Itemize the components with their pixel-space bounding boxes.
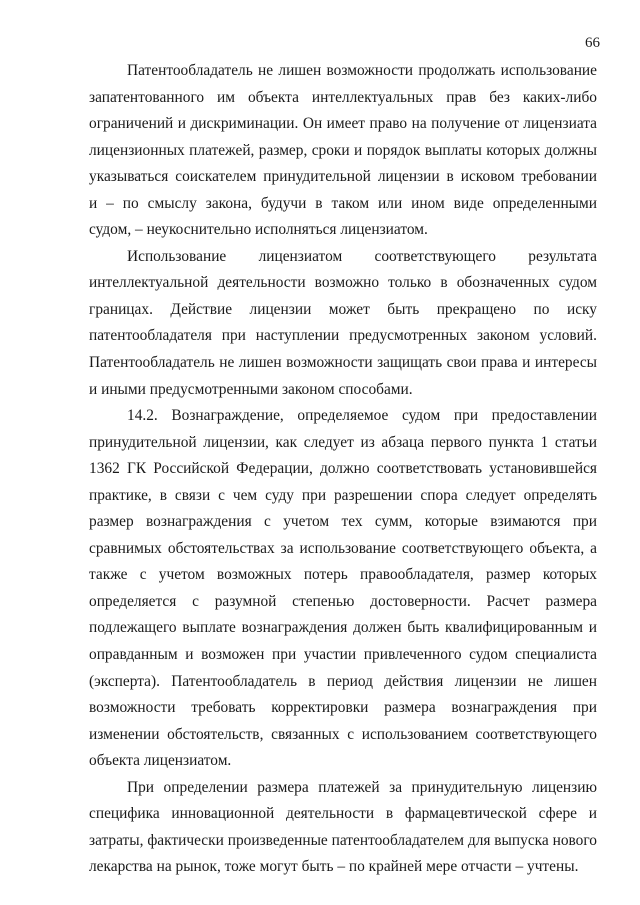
text-line: специфика инновационной деятельности в фармацевтической сфере и [89,805,597,823]
text-line: Использование лицензиатом соответствующего результата [127,247,597,265]
text-line: ограничений и дискриминации. Он имеет право на получение от лицензиата [89,115,597,133]
text-line: и – по смыслу закона, будучи в таком или ином виде определенными [89,194,597,212]
text-line: размер вознаграждения с учетом тех сумм, которые взимаются при [89,513,597,531]
text-line: объекта лицензиатом. [89,752,232,770]
text-line: лекарства на рынок, тоже могут быть – по крайней мере отчасти – учтены. [89,858,579,876]
text-line: возможности требовать корректировки размера вознаграждения при [89,699,597,717]
text-line: сравнимых обстоятельствах за использование соответствующего объекта, а [89,539,597,557]
text-line: 1362 ГК Российской Федерации, должно соответствовать установившейся [89,460,597,478]
text-line: подлежащего выплате вознаграждения должен быть квалифицированным и [89,619,597,637]
text-line: (эксперта). Патентообладатель в период действия лицензии не лишен [89,672,597,690]
text-line: патентообладателя при наступлении предусмотренных законом условий. [89,327,597,345]
text-line: и иными предусмотренными законом способами. [89,380,413,398]
text-line: При определении размера платежей за принудительную лицензию [127,778,597,796]
body-text [89,58,597,881]
text-line: Патентообладатель не лишен возможности защищать свои права и интересы [89,354,597,372]
paragraph [89,775,597,881]
paragraph [89,403,597,775]
text-line: Патентообладатель не лишен возможности продолжать использование [127,62,597,79]
text-line: судом, – неукоснительно исполняться лицензиатом. [89,221,428,239]
text-line: оправданным и возможен при участии привлеченного судом специалиста [89,646,597,664]
paragraph [89,244,597,403]
text-line: также с учетом возможных потерь правообладателя, размер которых [89,566,597,584]
text-line: интеллектуальной деятельности возможно только в обозначенных судом [89,274,597,292]
text-line: лицензионных платежей, размер, сроки и порядок выплаты которых должны [89,141,597,159]
text-line: указываться соискателем принудительной лицензии в исковом требовании [89,168,597,186]
text-line: 14.2. Вознаграждение, определяемое судом при предоставлении [127,407,597,425]
text-line: принудительной лицензии, как следует из абзаца первого пункта 1 статьи [89,433,597,451]
paragraph [89,58,597,244]
text-line: запатентованного им объекта интеллектуальных прав без каких-либо [89,88,597,106]
text-line: границах. Действие лицензии может быть прекращено по иску [89,300,597,318]
text-line: практике, в связи с чем суду при разрешении спора следует определять [89,486,597,504]
text-line: затраты, фактически произведенные патентообладателем для выпуска нового [89,831,597,849]
text-line: изменении обстоятельств, связанных с использованием соответствующего [89,725,597,743]
page-number: 66 [585,35,600,51]
text-line: определяется с разумной степенью достоверности. Расчет размера [89,592,597,610]
